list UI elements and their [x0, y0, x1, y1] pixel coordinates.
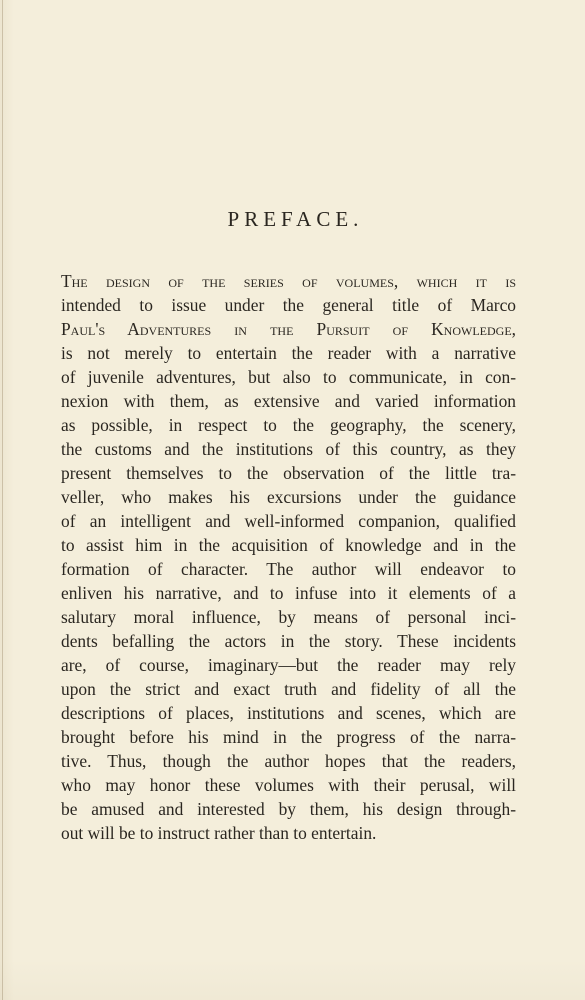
text-line: to assist him in the acquisition of knowledge and in the: [61, 535, 516, 555]
text-line: are, of course, imaginary—but the reader may rely: [61, 655, 516, 675]
text-line: be amused and interested by them, his design through-: [61, 799, 516, 819]
text-line: as possible, in respect to the geography, the scenery,: [61, 415, 516, 435]
text-line: Paul's Adventures in the Pursuit of Knowledge,: [61, 319, 516, 339]
text-line: of an intelligent and well-informed companion, qualified: [61, 511, 516, 531]
text-line: dents befalling the actors in the story. These incidents: [61, 631, 516, 651]
text-line: who may honor these volumes with their perusal, will: [61, 775, 516, 795]
page-edge: [2, 0, 3, 1000]
text-line: upon the strict and exact truth and fidelity of all the: [61, 679, 516, 699]
text-line: veller, who makes his excursions under the guidance: [61, 487, 516, 507]
text-line: descriptions of places, institutions and scenes, which are: [61, 703, 516, 723]
text-line: The design of the series of volumes, which it is: [61, 271, 516, 291]
text-line: the customs and the institutions of this country, as they: [61, 439, 516, 459]
preface-paragraph: [61, 269, 516, 845]
text-line: brought before his mind in the progress of the narra-: [61, 727, 516, 747]
text-line: salutary moral influence, by means of personal inci-: [61, 607, 516, 627]
text-line: of juvenile adventures, but also to communicate, in con-: [61, 367, 516, 387]
text-line: enliven his narrative, and to infuse into it elements of a: [61, 583, 516, 603]
text-line: present themselves to the observation of the little tra-: [61, 463, 516, 483]
text-line: intended to issue under the general title of Marco: [61, 295, 516, 315]
page-title: PREFACE.: [227, 207, 364, 231]
text-line: out will be to instruct rather than to entertain.: [61, 823, 377, 843]
text-line: is not merely to entertain the reader with a narrative: [61, 343, 516, 363]
text-line: nexion with them, as extensive and varied information: [61, 391, 516, 411]
text-line: tive. Thus, though the author hopes that the readers,: [61, 751, 516, 771]
text-line: formation of character. The author will endeavor to: [61, 559, 516, 579]
